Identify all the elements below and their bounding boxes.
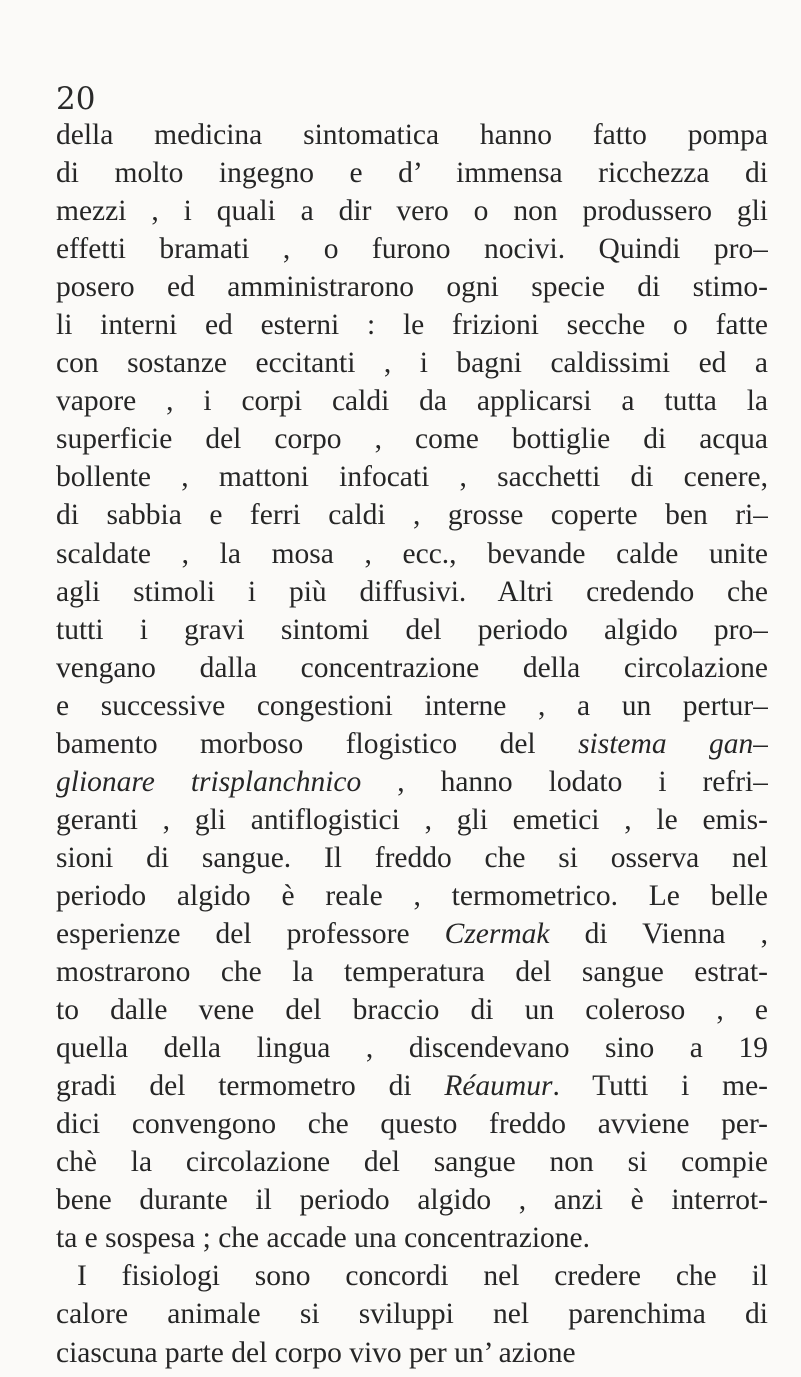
text-line (56, 839, 768, 877)
text-segment: posero ed amministrarono ogni specie di stimo- (56, 271, 768, 304)
text-segment: I fisiologi sono concordi nel credere che il (77, 1260, 768, 1293)
italic-text: glionare trisplanchnico (56, 765, 362, 798)
text-segment: periodo algido è reale , termometrico. Le belle (56, 879, 768, 912)
text-segment: gradi del termometro di (56, 1070, 445, 1103)
text-line (56, 382, 768, 420)
text-segment: effetti bramati , o furono nocivi. Quindi pro– (56, 233, 768, 266)
text-line (56, 1334, 768, 1372)
italic-text: sistema gan– (578, 727, 768, 760)
text-line (56, 1143, 768, 1181)
text-segment: di molto ingegno e d’ immensa ricchezza di (56, 157, 768, 190)
text-segment: ta e sospesa ; che accade una concentrazione. (56, 1222, 590, 1255)
text-segment: vengano dalla concentrazione della circolazione (56, 651, 768, 684)
text-segment: chè la circolazione del sangue non si compie (56, 1146, 768, 1179)
text-line (56, 1029, 768, 1067)
text-line (56, 420, 768, 458)
text-line (56, 611, 768, 649)
text-segment: , hanno lodato i refri– (361, 765, 768, 798)
text-line (56, 763, 768, 801)
text-segment: di sabbia e ferri caldi , grosse coperte ben ri– (56, 499, 768, 532)
text-segment: bollente , mattoni infocati , sacchetti di cenere, (56, 461, 768, 494)
text-segment: mezzi , i quali a dir vero o non produssero gli (56, 195, 768, 228)
text-line (56, 458, 768, 496)
text-line (56, 649, 768, 687)
text-line (56, 268, 768, 306)
text-line (56, 915, 768, 953)
text-segment: calore animale si sviluppi nel parenchima di (56, 1298, 768, 1331)
text-line (56, 1105, 768, 1143)
text-line (56, 687, 768, 725)
text-segment: dici convengono che questo freddo avviene per- (56, 1108, 768, 1141)
text-segment: scaldate , la mosa , ecc., bevande calde unite (56, 537, 768, 570)
text-segment: bene durante il periodo algido , anzi è interrot- (56, 1184, 768, 1217)
text-line (56, 306, 768, 344)
page-number: 20 (56, 81, 96, 117)
text-segment: e successive congestioni interne , a un pertur– (56, 689, 768, 722)
italic-text: Czermak (444, 917, 550, 950)
text-line (56, 877, 768, 915)
text-line (56, 192, 768, 230)
text-segment: geranti , gli antiflogistici , gli emetici , le emis- (56, 803, 768, 836)
text-segment: to dalle vene del braccio di un coleroso , e (56, 994, 768, 1027)
text-line (56, 154, 768, 192)
text-line (56, 1295, 768, 1333)
text-line (56, 725, 768, 763)
text-segment: esperienze del professore (56, 917, 445, 950)
text-segment: superficie del corpo , come bottiglie di acqua (56, 423, 768, 456)
text-segment: bamento morboso flogistico del (56, 727, 579, 760)
italic-text: Réaumur (444, 1070, 553, 1103)
text-segment: vapore , i corpi caldi da applicarsi a tutta la (56, 385, 768, 418)
text-line (56, 953, 768, 991)
text-line (56, 1257, 768, 1295)
text-line (56, 496, 768, 534)
text-line (56, 801, 768, 839)
text-segment: agli stimoli i più diffusivi. Altri credendo che (56, 575, 768, 608)
body-text (56, 116, 768, 1372)
text-segment: sioni di sangue. Il freddo che si osserva nel (56, 841, 768, 874)
text-segment: ciascuna parte del corpo vivo per un’ azione (56, 1336, 576, 1369)
text-line (56, 344, 768, 382)
text-line (56, 1181, 768, 1219)
text-line (56, 230, 768, 268)
text-segment: tutti i gravi sintomi del periodo algido pro– (56, 613, 768, 646)
text-segment: con sostanze eccitanti , i bagni caldissimi ed a (56, 347, 768, 380)
text-line (56, 1219, 768, 1257)
text-line (56, 1067, 768, 1105)
text-segment: li interni ed esterni : le frizioni secche o fatte (56, 309, 768, 342)
text-segment: della medicina sintomatica hanno fatto pompa (56, 119, 768, 151)
text-segment: . Tutti i me- (552, 1070, 768, 1103)
text-line (56, 116, 768, 154)
text-line (56, 573, 768, 611)
text-line (56, 991, 768, 1029)
text-segment: di Vienna , (549, 917, 768, 950)
text-segment: quella della lingua , discendevano sino a 19 (56, 1032, 768, 1065)
text-segment: mostrarono che la temperatura del sangue estrat- (56, 956, 768, 989)
text-line (56, 535, 768, 573)
